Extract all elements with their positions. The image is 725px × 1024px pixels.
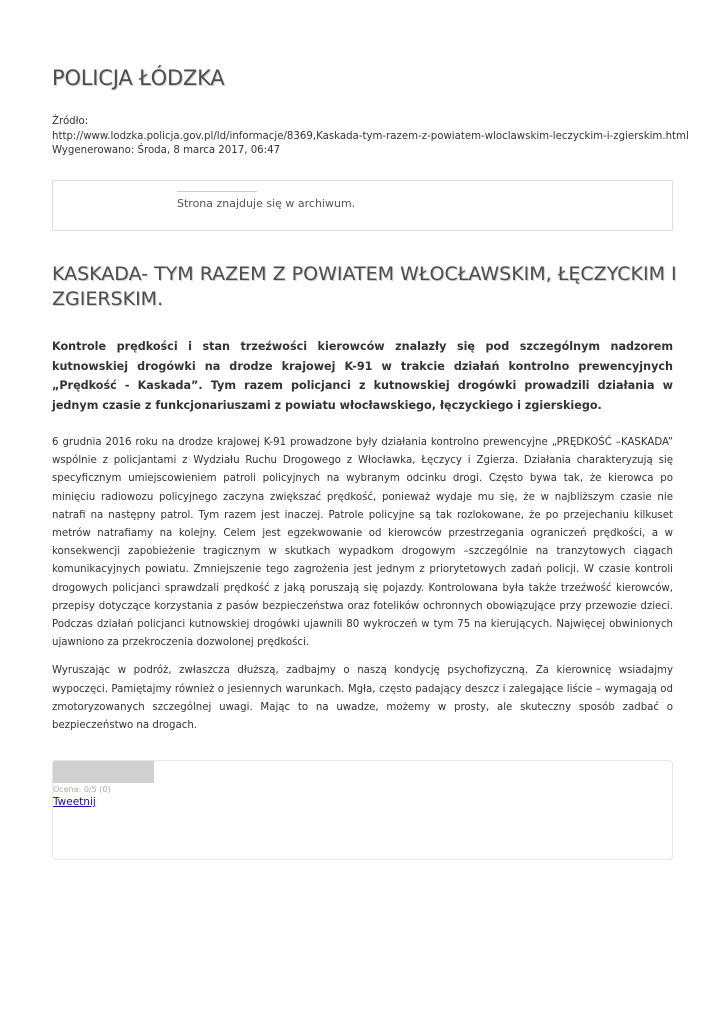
archive-notice-box: [52, 180, 673, 231]
source-url: http://www.lodzka.policja.gov.pl/ld/informacje/8369,Kaskada-tym-razem-z-powiatem-wloclawskim-leczyckim-i-zgierskim.html: [52, 130, 689, 142]
generated-date: Wygenerowano: Środa, 8 marca 2017, 06:47: [52, 145, 281, 156]
rating-box: [52, 760, 673, 860]
article-lead: Kontrole prędkości i stan trzeźwości kierowców znalazły się pod szczególnym nadzorem kutnowskiej drogówki na drodze krajowej K-91 w trakcie działań kontrolno prewencyjnych „Prędkość - Kaskada”. Tym razem policjanci z kutnowskiej drogówki prowadzili działania w jednym czasie z funkcjonariuszami z powiatu włocławskiego, łęczyckiego i zgierskiego.: [52, 340, 673, 412]
site-title: POLICJA ŁÓDZKA: [52, 66, 225, 90]
archive-divider: [177, 191, 257, 192]
article-paragraph: 6 grudnia 2016 roku na drodze krajowej K-91 prowadzone były działania kontrolno prewencyjne „PRĘDKOŚĆ –KASKADA” wspólnie z policjantami z Wydziału Ruchu Drogowego z Włocławka, Łęczycy i Zgierza. Działania charakteryzują się specyficznym umiejscowieniem patroli policyjnych na wybranym odcinku drogi. Często bywa tak, że kierowca po minięciu radiowozu policyjnego zaczyna zwiększać prędkość, ponieważ wydaje mu się, że w najbliższym czasie nie natrafi na następny patrol. Tym razem jest inaczej. Patrole policyjne są tak rozlokowane, że po przejechaniu kilkuset metrów natrafiamy na kolejny. Celem jest egzekwowanie od kierowców przestrzegania ograniczeń prędkości, a w konsekwencji zapobieżenie tragicznym w skutkach wypadkom drogowym –szczególnie na tranzytowych ciągach komunikacyjnych powiatu. Zmniejszenie tego zagrożenia jest jednym z priorytetowych zadań policji. W czasie kontroli drogowych policjanci sprawdzali prędkość z jaką poruszają się pojazdy. Kontrolowana była także trzeźwość kierowców, przepisy dotyczące korzystania z pasów bezpieczeństwa oraz fotelików ochronnych obowiązujące przy przewozie dzieci. Podczas działań policjanci kutnowskiej drogówki ujawnili 80 wykroczeń w tym 75 na kierujących. Najwięcej obwinionych ujawniono za przekroczenia dozwolonej prędkości.: [52, 437, 673, 649]
tweet-link[interactable]: Tweetnij: [53, 796, 96, 808]
article-paragraph: Wyruszając w podróż, zwłaszcza dłuższą, zadbajmy o naszą kondycję psychofizyczną. Za kierownicę wsiadajmy wypoczęci. Pamiętajmy również o jesiennych warunkach. Mgła, często padający deszcz i zalegające liście – wymagają od zmotoryzowanych szczególnej uwagi. Mając to na uwadze, możemy w prosty, ale skuteczny sposób zadbać o bezpieczeństwo na drogach.: [52, 665, 673, 732]
archive-notice: Strona znajduje się w archiwum.: [177, 197, 356, 210]
rating-score: Ocena: 0/5 (0): [53, 785, 111, 794]
article-title: KASKADA- TYM RAZEM Z POWIATEM WŁOCŁAWSKIM, ŁĘCZYCKIM I ZGIERSKIM.: [52, 263, 677, 310]
source-label: Źródło:: [52, 116, 89, 127]
article-body: [52, 434, 673, 745]
rating-stars[interactable]: [53, 761, 154, 783]
source-info: [52, 115, 692, 159]
